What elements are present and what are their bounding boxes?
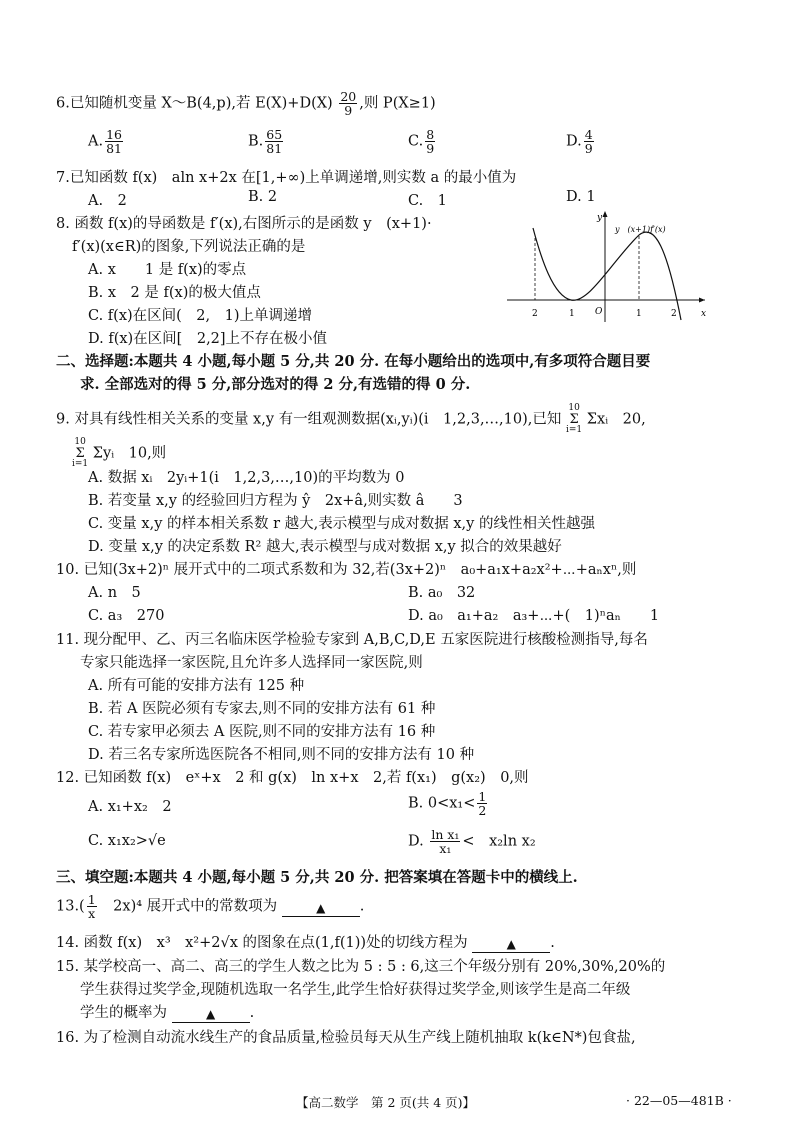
q8-option-a: A. x 1 是 f(x)的零点 bbox=[88, 262, 247, 278]
section-2-heading-1: 二、选择题:本题共 4 小题,每小题 5 分,共 20 分. 在每小题给出的选项中,有多项符合题目要 bbox=[56, 353, 651, 370]
footer-page-info: 【高二数学 第 2 页(共 4 页)】 bbox=[296, 1095, 476, 1110]
answer-blank: ▲ bbox=[472, 936, 550, 953]
q8-option-b: B. x 2 是 f(x)的极大值点 bbox=[88, 285, 261, 301]
q9-option-d: D. 变量 x,y 的决定系数 R² 越大,表示模型与成对数据 x,y 拟合的效果越好 bbox=[88, 539, 562, 555]
question-6-stem: 6.已知随机变量 X～B(4,p),若 E(X)+D(X) $\frac{20}{9}$ ,则 P(X≥1) bbox=[56, 89, 436, 118]
y-axis-arrow bbox=[603, 211, 608, 217]
question-7-stem: 7.已知函数 f(x) aln x+2x 在[1,+∞)上单调递增,则实数 a 的最小值为 bbox=[56, 170, 517, 186]
function-graph bbox=[505, 208, 710, 326]
question-11-stem-1: 11. 现分配甲、乙、丙三名临床医学检验专家到 A,B,C,D,E 五家医院进行核酸检测指导,每名 bbox=[56, 632, 648, 648]
q12-option-d: D. $\frac{\text{ln x₁}}{\text{x₁}}$ < x₂ln x₂ bbox=[408, 827, 536, 856]
q9-option-b: B. 若变量 x,y 的经验回归方程为 ŷ 2x+â,则实数 â 3 bbox=[88, 493, 463, 509]
q7-option-d: D. 1 bbox=[566, 189, 596, 205]
curve-label: y (x+1)f′(x) bbox=[615, 225, 666, 234]
question-16-line-1: 16. 为了检测自动流水线生产的食品质量,检验员每天从生产线上随机抽取 k(k∈N*)包食盐, bbox=[56, 1030, 636, 1046]
fraction: $\frac{20}{9}$ bbox=[340, 89, 357, 118]
q12-option-b: B. 0<x₁< $\frac{1}{2}$ bbox=[408, 789, 487, 818]
q10-option-b: B. a₀ 32 bbox=[408, 585, 476, 601]
origin-label: O bbox=[595, 307, 603, 317]
question-15-line-1: 15. 某学校高一、高二、高三的学生人数之比为 5 : 5 : 6,这三个年级分别有 20%,30%,20%的 bbox=[56, 959, 666, 975]
q9-option-c: C. 变量 x,y 的样本相关系数 r 越大,表示模型与成对数据 x,y 的线性相关性越强 bbox=[88, 516, 595, 532]
q10-option-a: A. n 5 bbox=[88, 585, 141, 601]
q6-option-d: D. $\frac{4}{9}$ bbox=[566, 127, 593, 156]
footer-code: · 22—05—481B · bbox=[626, 1093, 732, 1108]
q9-option-a: A. 数据 xᵢ 2yᵢ+1(i 1,2,3,…,10)的平均数为 0 bbox=[88, 470, 405, 486]
x-tick-2: 2 bbox=[671, 309, 677, 319]
question-14: 14. 函数 f(x) x³ x²+2√x 的图象在点(1,f(1))处的切线方程为 ▲ . bbox=[56, 935, 555, 951]
q10-option-d: D. a₀ a₁+a₂ a₃+⋯+( 1)ⁿaₙ 1 bbox=[408, 608, 660, 624]
q11-option-d: D. 若三名专家所选医院各不相同,则不同的安排方法有 10 种 bbox=[88, 747, 475, 763]
sum-limits: 10 Σ i=1 bbox=[72, 437, 89, 469]
question-9-stem: 9. 对具有线性相关关系的变量 x,y 有一组观测数据(xᵢ,yᵢ)(i 1,2,3,…,10),已知 10 Σ i=1 Σxᵢ 20, bbox=[56, 403, 646, 435]
q11-option-b: B. 若 A 医院必须有专家去,则不同的安排方法有 61 种 bbox=[88, 701, 436, 717]
q11-option-a: A. 所有可能的安排方法有 125 种 bbox=[88, 678, 305, 694]
x-tick-1: 1 bbox=[636, 309, 642, 319]
curve bbox=[533, 228, 681, 320]
section-3-heading: 三、填空题:本题共 4 小题,每小题 5 分,共 20 分. 把答案填在答题卡中的横线上. bbox=[56, 869, 578, 886]
x-axis-arrow bbox=[699, 298, 705, 303]
q7-option-b: B. 2 bbox=[248, 189, 278, 205]
q6-option-a: A. $\frac{16}{81}$ bbox=[88, 127, 122, 156]
q8-option-c: C. f(x)在区间( 2, 1)上单调递增 bbox=[88, 308, 313, 324]
q11-option-c: C. 若专家甲必须去 A 医院,则不同的安排方法有 16 种 bbox=[88, 724, 436, 740]
question-15-line-2: 学生获得过奖学金,现随机选取一名学生,此学生恰好获得过奖学金,则该学生是高二年级 bbox=[80, 982, 631, 998]
question-8-stem-1: 8. 函数 f(x)的导函数是 f′(x),右图所示的是函数 y (x+1)· bbox=[56, 216, 432, 232]
sum-limits: 10 Σ i=1 bbox=[566, 403, 583, 435]
question-13: 13.( $\frac{1}{x}$ 2x)⁴ 展开式中的常数项为 ▲ . bbox=[56, 892, 365, 921]
question-11-stem-2: 专家只能选择一家医院,且允许多人选择同一家医院,则 bbox=[80, 655, 423, 671]
x-tick-neg2: 2 bbox=[532, 309, 538, 319]
x-tick-neg1: 1 bbox=[569, 309, 575, 319]
y-axis-label: y bbox=[597, 213, 603, 223]
x-axis-label: x bbox=[701, 309, 707, 319]
q7-option-a: A. 2 bbox=[88, 193, 127, 209]
question-15-line-3: 学生的概率为 ▲ . bbox=[80, 1005, 255, 1021]
q6-option-c: C. $\frac{8}{9}$ bbox=[408, 127, 435, 156]
section-2-heading-2: 求. 全部选对的得 5 分,部分选对的得 2 分,有选错的得 0 分. bbox=[80, 376, 471, 393]
question-10-stem: 10. 已知(3x+2)ⁿ 展开式中的二项式系数和为 32,若(3x+2)ⁿ a₀+a₁x+a₂x²+⋯+aₙxⁿ,则 bbox=[56, 562, 637, 578]
q6-option-b: B. $\frac{65}{81}$ bbox=[248, 127, 283, 156]
q10-option-c: C. a₃ 270 bbox=[88, 608, 165, 624]
q7-option-c: C. 1 bbox=[408, 193, 447, 209]
question-12-stem: 12. 已知函数 f(x) eˣ+x 2 和 g(x) ln x+x 2,若 f(x₁) g(x₂) 0,则 bbox=[56, 770, 529, 786]
q8-option-d: D. f(x)在区间[ 2,2]上不存在极小值 bbox=[88, 331, 328, 347]
question-8-stem-2: f′(x)(x∈R)的图象,下列说法正确的是 bbox=[72, 239, 306, 255]
question-9-sum-y: 10 Σ i=1 Σyᵢ 10,则 bbox=[72, 437, 167, 469]
q12-option-a: A. x₁+x₂ 2 bbox=[88, 799, 172, 815]
answer-blank: ▲ bbox=[172, 1006, 250, 1023]
answer-blank: ▲ bbox=[282, 900, 360, 917]
q12-option-c: C. x₁x₂>√e bbox=[88, 833, 166, 849]
